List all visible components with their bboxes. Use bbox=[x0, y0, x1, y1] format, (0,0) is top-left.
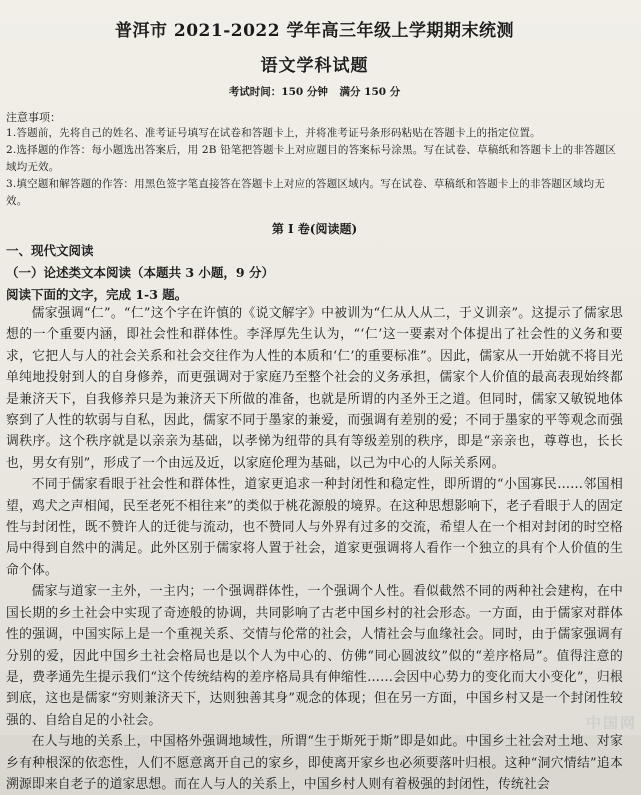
exam-subtitle: 语文学科试题 bbox=[260, 56, 369, 76]
full-score: 满分 150 分 bbox=[339, 86, 401, 98]
notes-heading: 注意事项： bbox=[6, 111, 61, 124]
exam-time: 考试时间：150 分钟 bbox=[228, 86, 328, 98]
passage-paragraph: 儒家与道家一主外，一主内；一个强调群体性，一个强调个人性。看似截然不同的两种社会建构，在中国长期的乡土社会中实现了奇迹般的协调，共同影响了古老中国乡村的社会形态。一方面，由于儒家对群体性的强调，中国实际上是一个重视关系、交情与伦常的社会，人情社会与血缘社会。同时，由于儒家强调有分别的爱，因此中国乡土社会格局也是以个人为中心的、仿佛“同心圆波纹”似的“差序格局”。值得注意的是，费孝通先生提示我们“这个传统结构的差序格局具有伸缩性……会因中心势力的变化而大小变化”，归根到底，这也是儒家“穷则兼济天下，达则独善其身”观念的体现；但在另一方面，中国乡村又是一个封闭性较强的、自给自足的小社会。 bbox=[6, 584, 623, 728]
watermark-logo: 中国网 bbox=[585, 714, 637, 732]
section-heading: 第 I 卷(阅读题) bbox=[271, 222, 358, 236]
exam-info bbox=[6, 84, 623, 99]
part-heading: 一、现代文阅读 bbox=[6, 243, 94, 258]
note-item: 1.答题前，先将自己的姓名、准考证号填写在试卷和答题卡上，并将准考证号条形码粘贴在答题卡上的指定位置。 bbox=[6, 127, 541, 139]
passage-paragraph: 在人与地的关系上，中国格外强调地域性，所谓“生于斯死于斯”即是如此。中国乡土社会对土地、对家乡有种根深的依恋性，人们不愿意离开自己的家乡，即使离开家乡也必须要落叶归根。这种“洞穴情结”追本溯源即来自老子的道家思想。而在人与人的关系上，中国乡村人则有着极强的封闭性，传统社会 bbox=[6, 734, 623, 792]
subpart-heading: （一）论述类文本阅读（本题共 3 小题，9 分） bbox=[6, 265, 274, 280]
note-item: 3.填空题和解答题的作答：用黑色签字笔直接答在答题卡上对应的答题区域内。写在试卷、草稿纸和答题卡上的非答题区域均无效。 bbox=[6, 178, 605, 207]
reading-instruction: 阅读下面的文字，完成 1-3 题。 bbox=[6, 287, 188, 302]
passage-paragraph: 儒家强调“仁”。“仁”这个字在许慎的《说文解字》中被训为“仁从人从二，于义训亲”。这提示了儒家思想的一个重要内涵，即社会性和群体性。李泽厚先生认为，“‘仁’这一要素对个体提出了社会性的义务和要求，它把人与人的社会关系和社会交往作为人性的本质和‘仁’的重要标准”。因此，儒家从一开始就不将目光单纯地投射到人的自身修养，而更强调对于家庭乃至整个社会的义务承担，儒家个人价值的最高表现始终都是兼济天下，自我修养只是为兼济天下所做的准备，也就是所谓的内圣外王之道。但同时，儒家又敏锐地体察到了人性的软弱与自私，因此，儒家不同于墨家的兼爱，而强调有差别的爱；不同于墨家的平等观念而强调秩序。这个秩序就是以亲亲为基础，以孝悌为纽带的具有等级差别的秩序，即是“亲亲也，尊尊也，长长也，男女有别”，形成了一个由远及近，以家庭伦理为基础，以己为中心的人际关系网。 bbox=[6, 306, 623, 471]
note-item: 2.选择题的作答：每小题选出答案后，用 2B 铅笔把答题卡上对应题目的答案标号涂黑。写在试卷、草稿纸和答题卡上的非答题区域均无效。 bbox=[6, 144, 617, 173]
exam-title: 普洱市 2021-2022 学年高三年级上学期期末统测 bbox=[114, 21, 515, 41]
passage-paragraph: 不同于儒家看眼于社会性和群体性，道家更追求一种封闭性和稳定性，即所谓的“小国寡民……邻国相望，鸡犬之声相闻，民至老死不相往来”的类似于桃花源般的境界。在这种思想影响下，老子看眼于人的固定性与封闭性，既不赞许人的迁徙与流动，也不赞同人与外界有过多的交流，希望人在一个相对封闭的时空格局中得到自然中的满足。此外区别于儒家将人置于社会，道家更强调将人看作一个独立的具有个人价值的生命个体。 bbox=[6, 477, 623, 578]
